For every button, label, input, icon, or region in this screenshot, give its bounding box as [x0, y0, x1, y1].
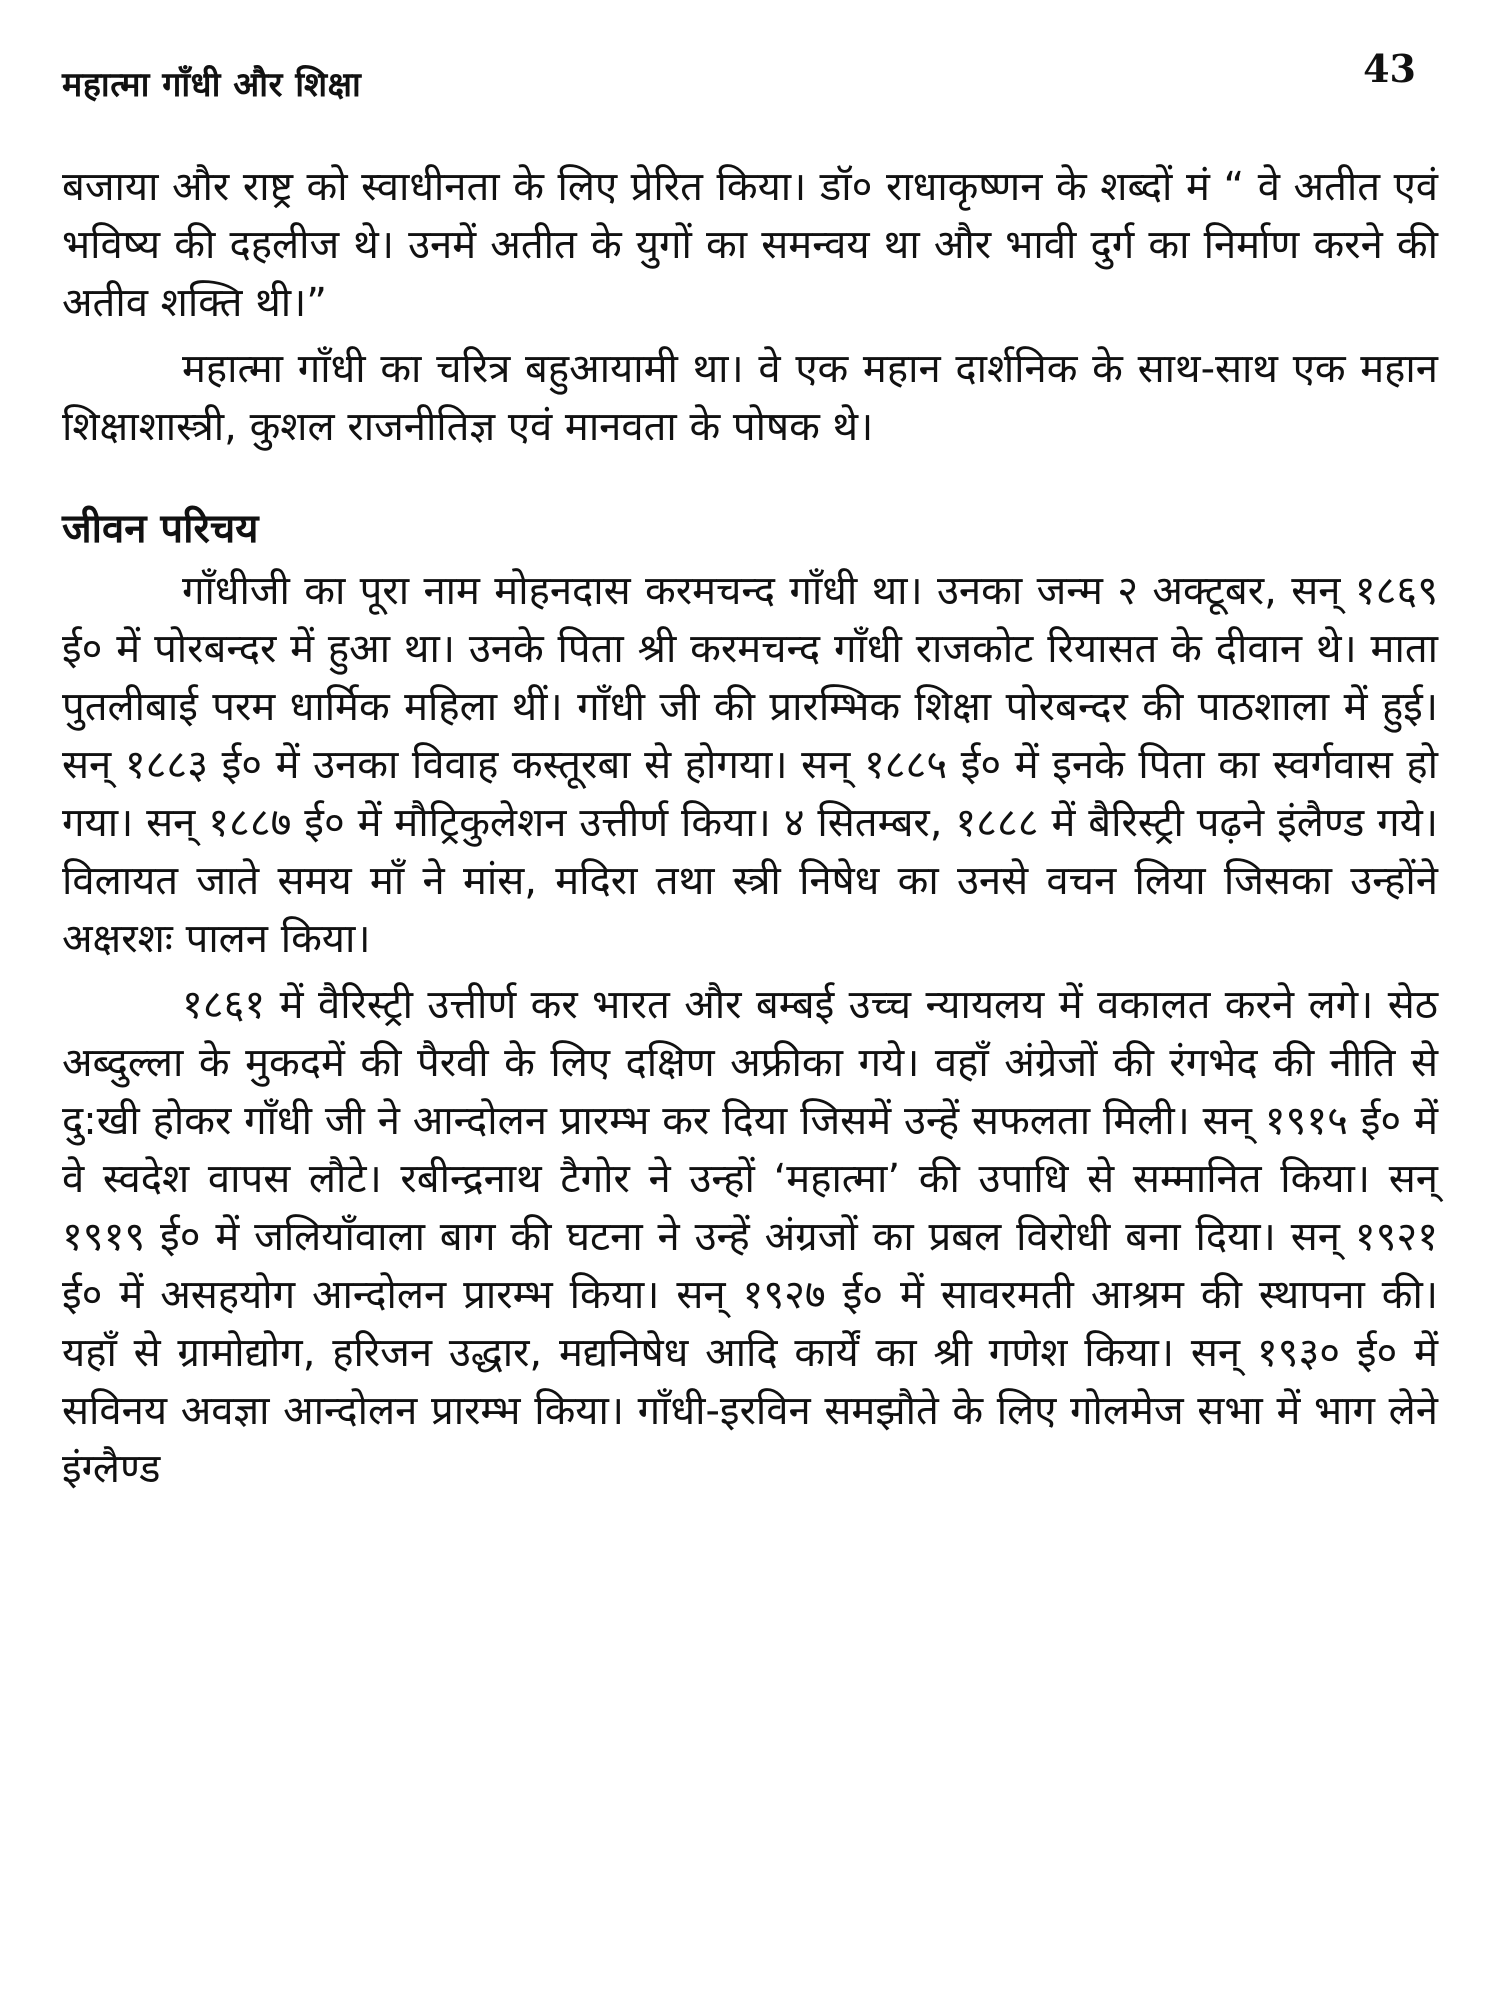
- body-paragraph: १८६१ में वैरिस्ट्री उत्तीर्ण कर भारत और बम्बई उच्च न्यायलय में वकालत करने लगे। सेठ अब्दुल्ला के मुकदमें की पैरवी के लिए दक्षिण अफ्रीका गये। वहाँ अंग्रेजों की रंगभेद की नीति से दु:खी होकर गाँधी जी ने आन्दोलन प्रारम्भ कर दिया जिसमें उन्हें सफलता मिली। सन् १९१५ ई० में वे स्वदेश वापस लौटे। रबीन्द्रनाथ टैगोर ने उन्हों ‘महात्मा’ की उपाधि से सम्मानित किया। सन् १९१९ ई० में जलियाँवाला बाग की घटना ने उन्हें अंग्रजों का प्रबल विरोधी बना दिया। सन् १९२१ ई० में असहयोग आन्दोलन प्रारम्भ किया। सन् १९२७ ई० में सावरमती आश्रम की स्थापना की। यहाँ से ग्रामोद्योग, हरिजन उद्धार, मद्यनिषेध आदि कार्यें का श्री गणेश किया। सन् १९३० ई० में सविनय अवज्ञा आन्दोलन प्रारम्भ किया। गाँधी-इरविन समझौते के लिए गोलमेज सभा में भाग लेने इंग्लैण्ड: [62, 982, 1438, 1492]
- body-paragraph: बजाया और राष्ट्र को स्वाधीनता के लिए प्रेरित किया। डॉ० राधाकृष्णन के शब्दों मं “ वे अतीत एवं भविष्य की दहलीज थे। उनमें अतीत के युगों का समन्वय था और भावी दुर्ग का निर्माण करने की अतीव शक्ति थी।”: [62, 164, 1438, 326]
- body-paragraph: महात्मा गाँधी का चरित्र बहुआयामी था। वे एक महान दार्शनिक के साथ-साथ एक महान शिक्षाशास्त्री, कुशल राजनीतिज्ञ एवं मानवता के पोषक थे।: [62, 346, 1438, 450]
- section-heading: जीवन परिचय: [62, 506, 259, 552]
- running-header: [62, 46, 1438, 120]
- body-paragraph: गाँधीजी का पूरा नाम मोहनदास करमचन्द गाँधी था। उनका जन्म २ अक्टूबर, सन् १८६९ ई० में पोरबन्दर में हुआ था। उनके पिता श्री करमचन्द गाँधी राजकोट रियासत के दीवान थे। माता पुतलीबाई परम धार्मिक महिला थीं। गाँधी जी की प्रारम्भिक शिक्षा पोरबन्दर की पाठशाला में हुई। सन् १८८३ ई० में उनका विवाह कस्तूरबा से होगया। सन् १८८५ ई० में इनके पिता का स्वर्गवास हो गया। सन् १८८७ ई० में मौट्रिकुलेशन उत्तीर्ण किया। ४ सितम्बर, १८८८ में बैरिस्ट्री पढ़ने इंलैण्ड गये। विलायत जाते समय माँ ने मांस, मदिरा तथा स्त्री निषेध का उनसे वचन लिया जिसका उन्होंने अक्षरशः पालन किया।: [62, 568, 1438, 962]
- running-title: महात्मा गाँधी और शिक्षा: [62, 65, 362, 105]
- page-number: 43: [1363, 46, 1416, 91]
